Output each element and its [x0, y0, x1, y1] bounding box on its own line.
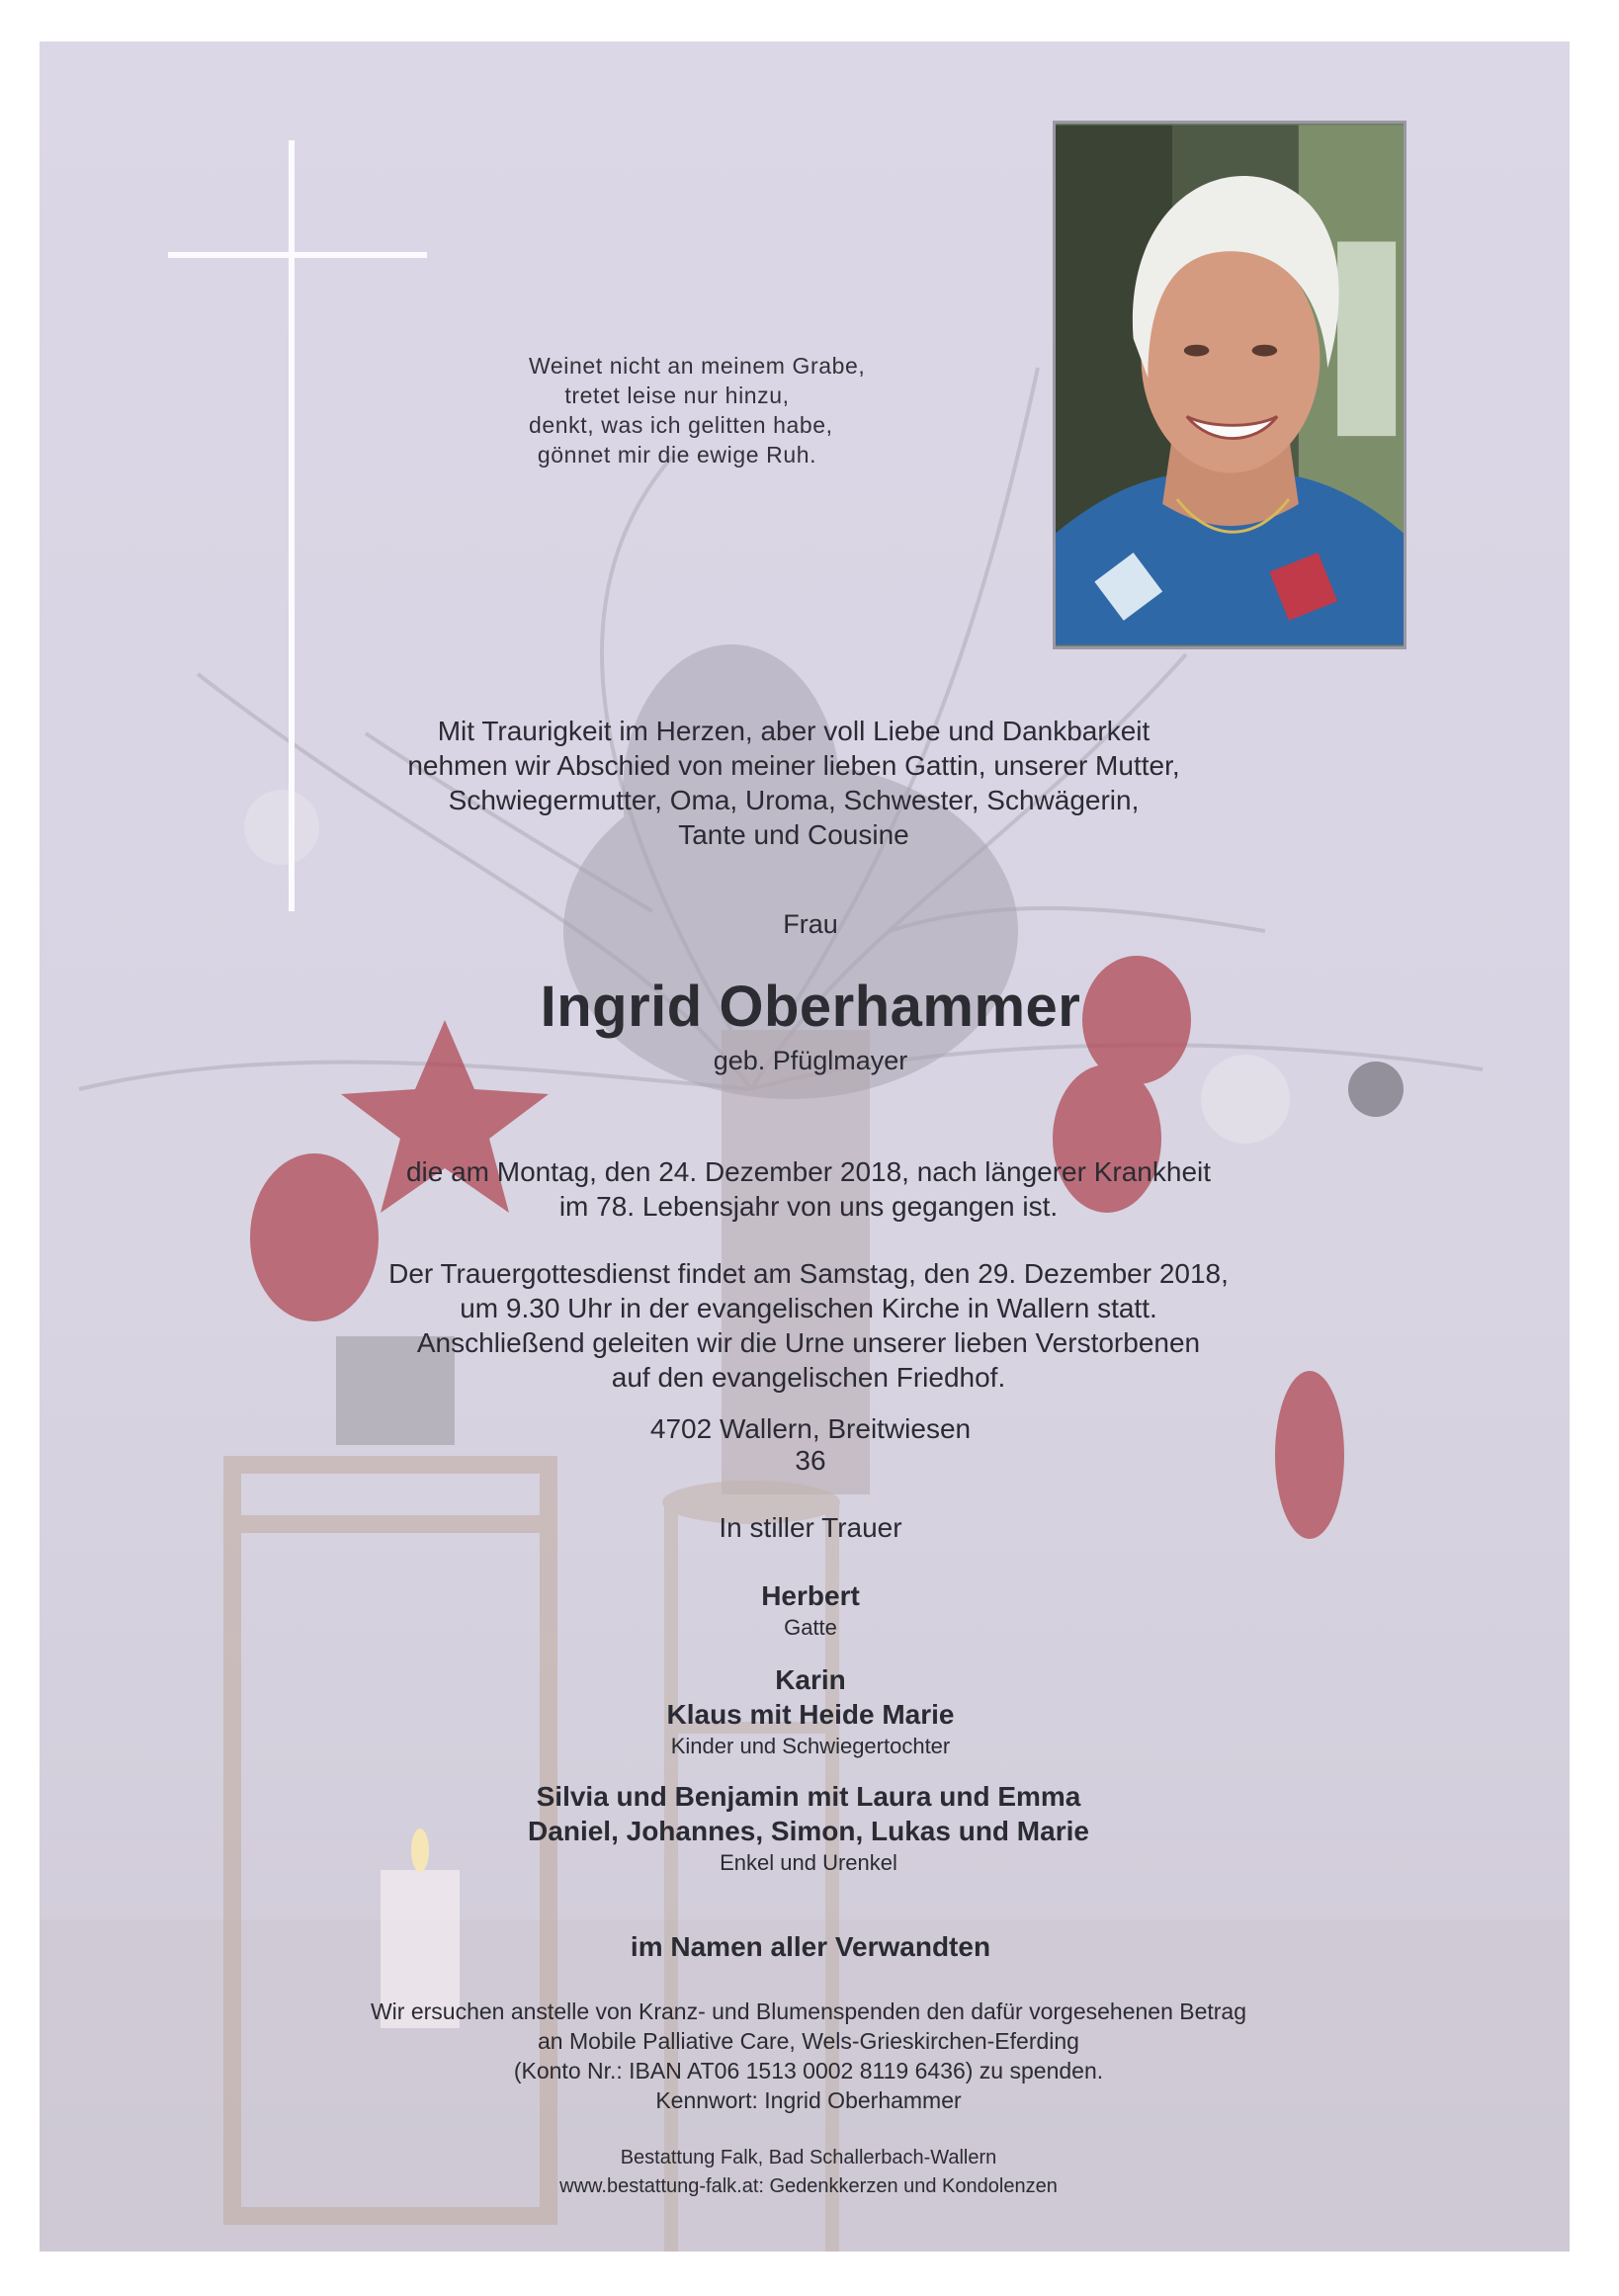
death-notice [336, 1154, 1281, 1224]
address: 4702 Wallern, Breitwiesen 36 [649, 1413, 972, 1476]
service-info [336, 1256, 1281, 1395]
funeral-home-info [336, 2144, 1281, 2201]
funeral-home-website: www.bestattung-falk.at: Gedenkkerzen und Kondolenzen [559, 2175, 1058, 2197]
poem [529, 351, 866, 469]
service-line: Anschließend geleiten wir die Urne unserer lieben Verstorbenen [416, 1327, 1201, 1358]
poem-line: denkt, was ich gelitten habe, [529, 412, 833, 438]
poem-line: tretet leise nur hinzu, [564, 383, 790, 408]
salutation: Frau [783, 909, 838, 939]
family-role: Enkel und Urenkel [720, 1850, 897, 1875]
death-notice-line: im 78. Lebensjahr von uns gegangen ist. [558, 1191, 1059, 1222]
family-role: Gatte [784, 1615, 837, 1640]
service-line: um 9.30 Uhr in der evangelischen Kirche in Wallern statt. [460, 1293, 1157, 1323]
birth-name: geb. Pfüglmayer [713, 1046, 908, 1075]
donation-line: (Konto Nr.: IBAN AT06 1513 0002 8119 6436) zu spenden. [513, 2058, 1104, 2083]
family-group-grandchildren [336, 1779, 1281, 1878]
poem-line: Weinet nicht an meinem Grabe, [529, 353, 866, 379]
portrait-photo [1053, 121, 1406, 649]
service-line: auf den evangelischen Friedhof. [611, 1362, 1006, 1393]
poem-line: gönnet mir die ewige Ruh. [537, 442, 817, 468]
family-group-children [415, 1662, 1206, 1761]
service-line: Der Trauergottesdienst findet am Samstag, den 29. Dezember 2018, [388, 1258, 1229, 1289]
obituary-sheet [40, 42, 1570, 2252]
donation-line: Kennwort: Ingrid Oberhammer [655, 2087, 962, 2113]
family-member-name: Klaus mit Heide Marie [666, 1699, 955, 1730]
funeral-home-line: Bestattung Falk, Bad Schallerbach-Wallern [620, 2147, 997, 2168]
intro-text [366, 714, 1222, 852]
family-group-spouse [514, 1578, 1107, 1643]
death-notice-line: die am Montag, den 24. Dezember 2018, nach längerer Krankheit [405, 1156, 1212, 1187]
family-member-name: Daniel, Johannes, Simon, Lukas und Marie [528, 1816, 1089, 1846]
donation-line: an Mobile Palliative Care, Wels-Grieskirchen-Eferding [538, 2028, 1079, 2054]
cross-horizontal-bar [168, 252, 427, 258]
relatives-line: im Namen aller Verwandten [630, 1931, 991, 1962]
family-role: Kinder und Schwiegertochter [670, 1734, 951, 1758]
portrait-photo-illustration [1056, 124, 1404, 646]
intro-line: Mit Traurigkeit im Herzen, aber voll Liebe und Dankbarkeit [437, 716, 1150, 746]
intro-line: nehmen wir Abschied von meiner lieben Gattin, unserer Mutter, [407, 750, 1180, 781]
mourning-heading: In stiller Trauer [719, 1512, 902, 1543]
family-member-name: Silvia und Benjamin mit Laura und Emma [536, 1781, 1081, 1812]
donation-request [237, 1997, 1380, 2115]
family-member-name: Herbert [761, 1580, 860, 1611]
deceased-name: Ingrid Oberhammer [540, 975, 1081, 1039]
intro-line: Schwiegermutter, Oma, Uroma, Schwester, Schwägerin, [448, 785, 1140, 815]
donation-line: Wir ersuchen anstelle von Kranz- und Blumenspenden den dafür vorgesehenen Betrag [370, 1998, 1247, 2024]
intro-line: Tante und Cousine [678, 819, 909, 850]
family-member-name: Karin [775, 1664, 846, 1695]
